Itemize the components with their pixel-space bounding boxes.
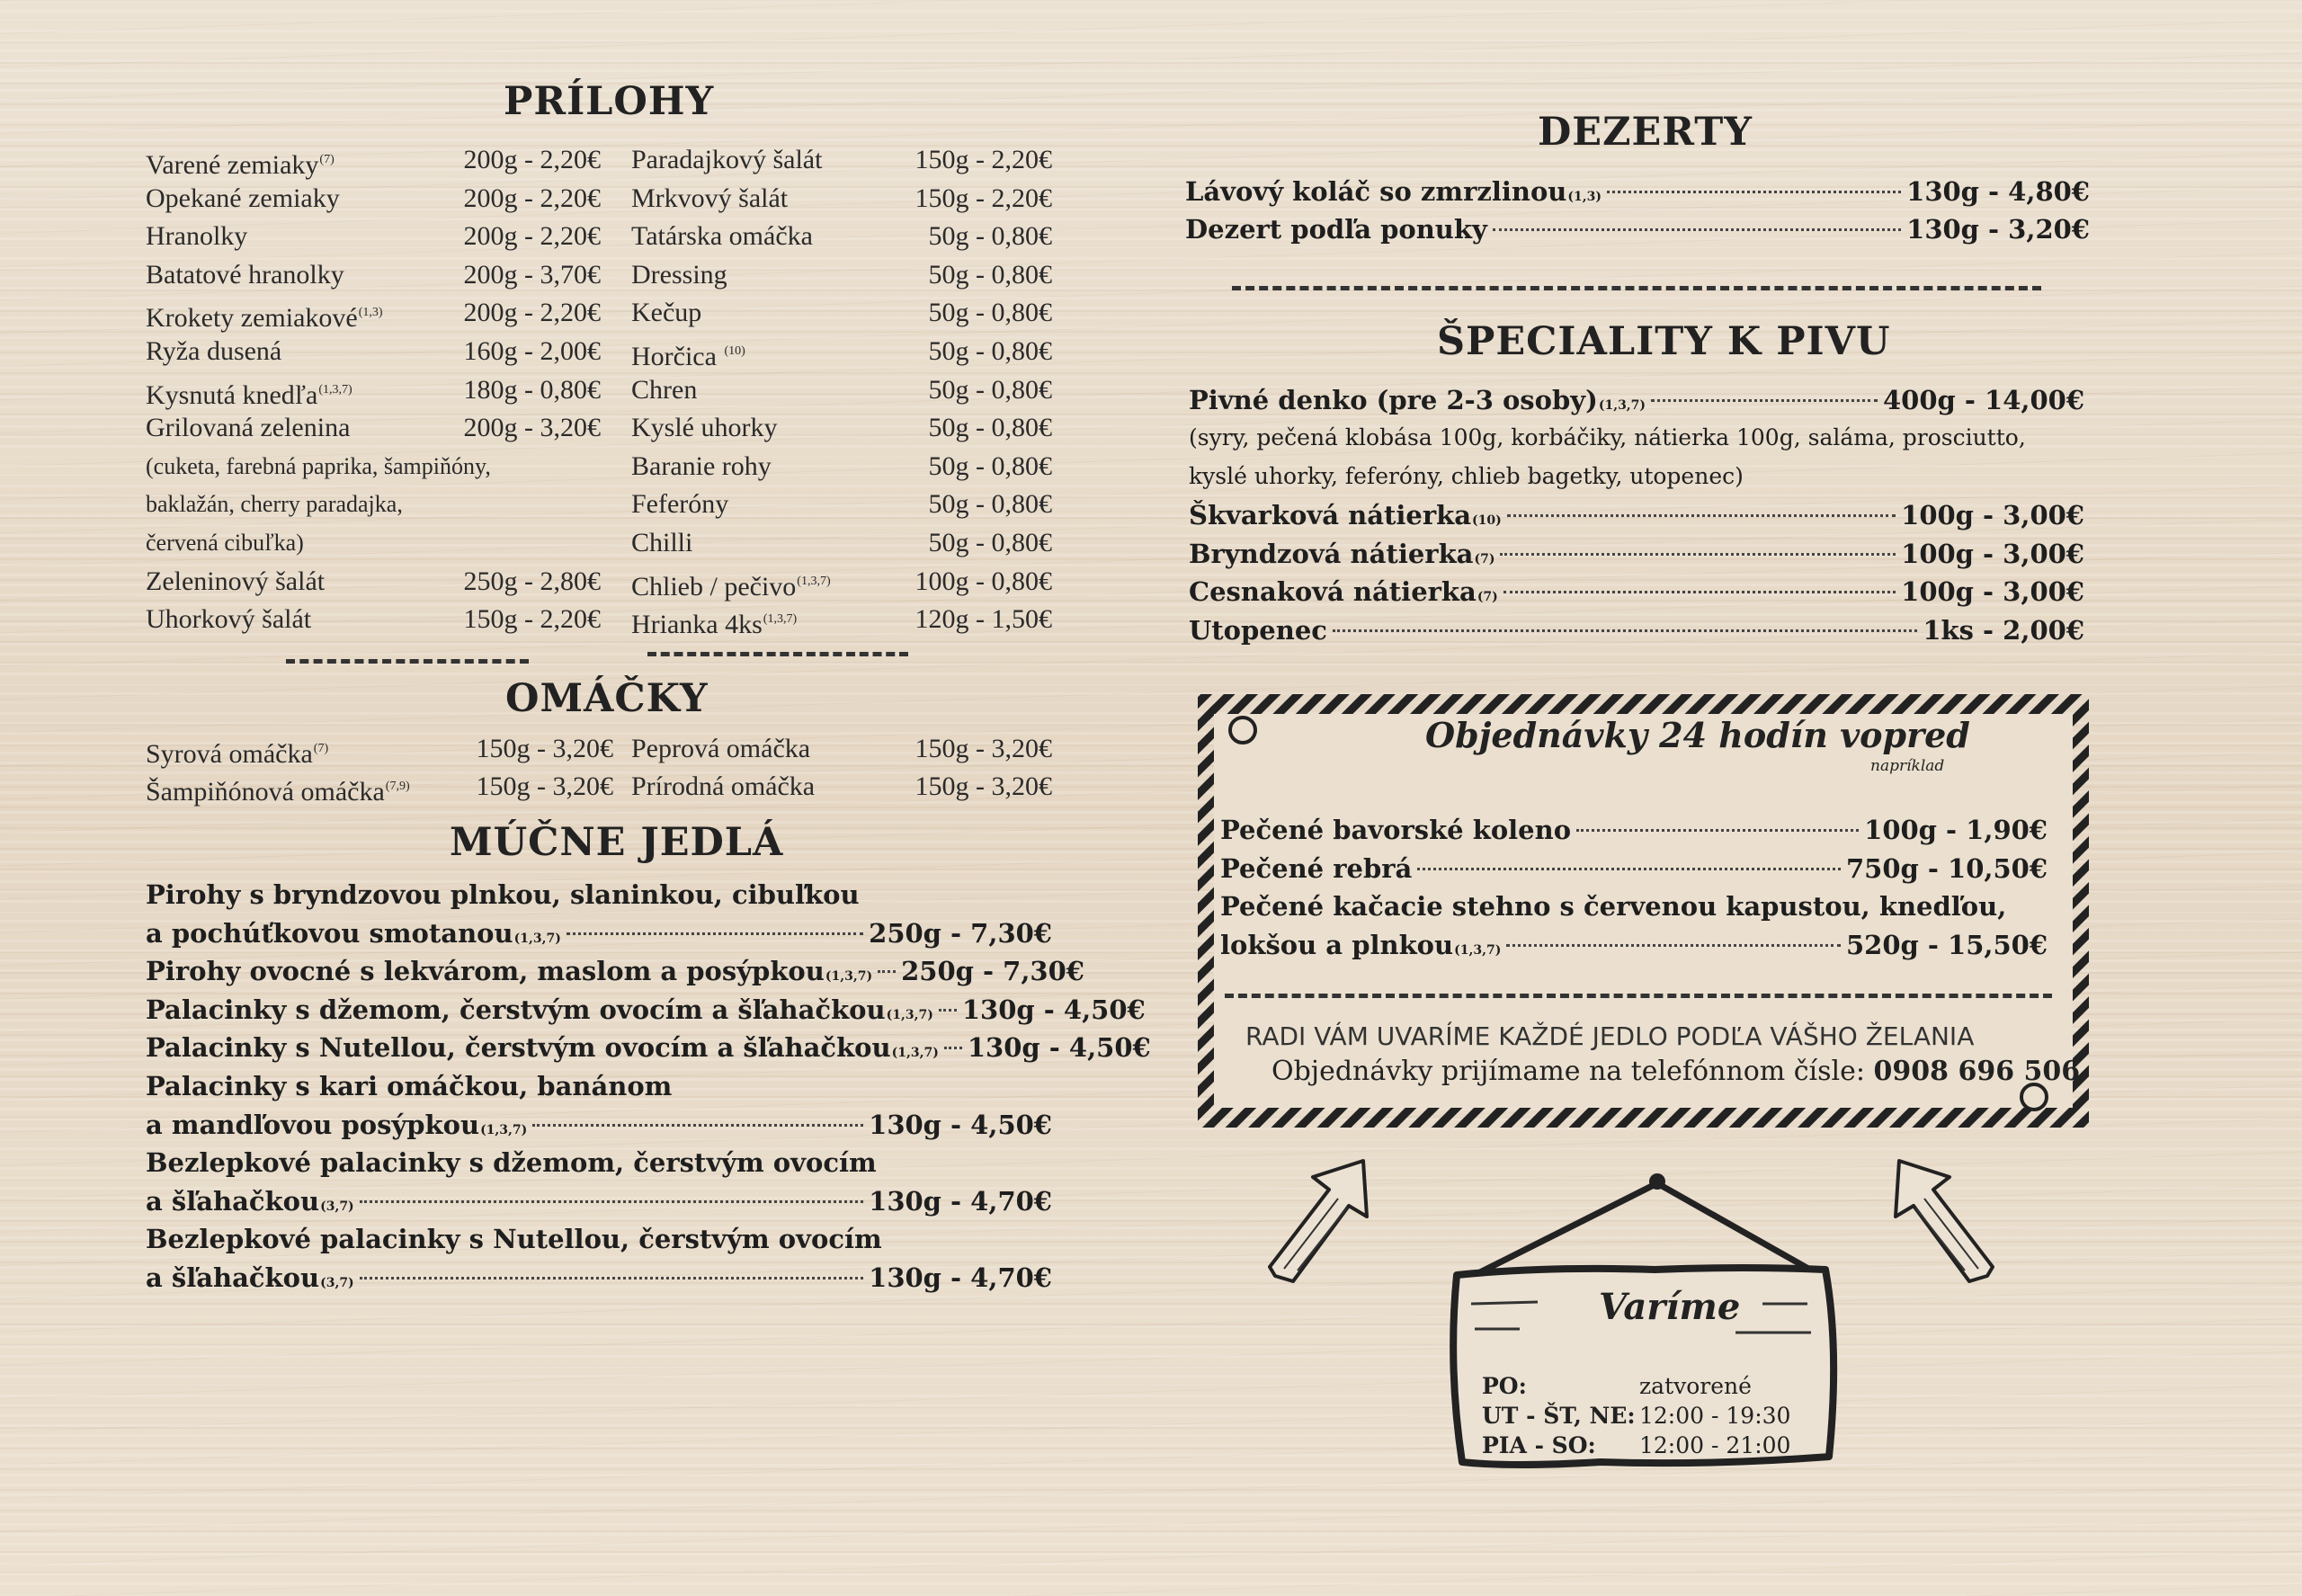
allergen-note: (10): [1472, 513, 1502, 528]
separator: [647, 652, 908, 656]
dot-leader: [1417, 868, 1841, 870]
item-label: Feferóny: [631, 489, 729, 520]
menu-item-price: 130g - 4,50€: [967, 1032, 1151, 1064]
menu-item-name: [146, 180, 340, 218]
menu-row: [1220, 811, 2048, 849]
menu-item-name: [631, 601, 797, 644]
denko-description: kyslé uhorky, feferóny, chlieb bagetky, utopenec): [1189, 463, 1744, 489]
item-label: Bezlepkové palacinky s Nutellou, čerstvým ovocím: [146, 1224, 882, 1255]
menu-item-price: 150g - 3,20€: [476, 771, 613, 801]
menu-item-name: [146, 730, 328, 773]
hours-day: UT - ŠT, NE:: [1482, 1403, 1636, 1429]
menu-item-price: 130g - 4,70€: [869, 1262, 1052, 1293]
menu-row: [146, 1182, 1052, 1220]
menu-row: [146, 991, 1146, 1029]
dot-leader: [1507, 514, 1896, 517]
item-label: Batatové hranolky: [146, 259, 344, 290]
allergen-note: (7,9): [385, 780, 410, 793]
menu-item-name: [146, 218, 247, 255]
menu-item-price: 130g - 3,20€: [1906, 214, 2090, 245]
prilohy-title: PRÍLOHY: [504, 79, 715, 124]
allergen-note: (1,3,7): [480, 1122, 528, 1137]
phone-number[interactable]: 0908 696 506: [1873, 1056, 2081, 1087]
allergen-note: (1,3,7): [1454, 942, 1502, 958]
allergen-note: (1,3,7): [1598, 398, 1646, 413]
allergen-note: (1,3): [1567, 190, 1602, 204]
dot-leader: [360, 1277, 863, 1279]
menu-item-price: 100g - 0,80€: [915, 566, 1052, 596]
item-label: lokšou a plnkou: [1220, 929, 1454, 960]
omacky-title: OMÁČKY: [505, 676, 709, 721]
denko-name: Pivné denko (pre 2-3 osoby): [1189, 385, 1598, 415]
hours-day: PIA - SO:: [1482, 1432, 1596, 1458]
allergen-note: (10): [724, 344, 745, 358]
item-label: Pečené rebrá: [1220, 852, 1413, 884]
menu-item-name: [146, 448, 491, 486]
allergen-note: (7): [1477, 590, 1498, 604]
menu-item-name: [146, 563, 325, 601]
item-label: Peprová omáčka: [631, 734, 811, 763]
dot-leader: [1493, 228, 1901, 231]
item-label: Opekané zemiaky: [146, 183, 340, 213]
menu-row: [1185, 173, 2090, 210]
menu-item-name: [631, 371, 697, 409]
menu-item-price: 150g - 3,20€: [915, 734, 1052, 763]
menu-item-price: 130g - 4,70€: [869, 1185, 1052, 1217]
mucne-title: MÚČNE JEDLÁ: [450, 820, 784, 865]
item-label: Prírodná omáčka: [631, 771, 816, 801]
order-box-subtitle: napríklad: [1870, 757, 1945, 775]
menu-item-price: 50g - 0,80€: [928, 298, 1052, 328]
item-label: Pirohy s bryndzovou plnkou, slaninkou, cibuľkou: [146, 879, 860, 910]
menu-item-price: 50g - 0,80€: [928, 413, 1052, 443]
hours-time: 12:00 - 21:00: [1639, 1432, 1791, 1458]
menu-item-name: [631, 409, 777, 447]
allergen-note: (1,3,7): [763, 612, 798, 627]
menu-item-name: [631, 294, 701, 332]
menu-row: [1185, 210, 2090, 248]
dot-leader: [1651, 399, 1878, 402]
item-label: Chren: [631, 374, 698, 405]
menu-item-price: 50g - 0,80€: [928, 221, 1052, 252]
item-label: Cesnaková nátierka: [1189, 576, 1477, 607]
allergen-note: (3,7): [320, 1276, 354, 1290]
dot-leader: [1500, 553, 1896, 556]
menu-row: [146, 1106, 1052, 1144]
allergen-note: (1,3,7): [513, 931, 561, 946]
menu-item-price: 130g - 4,50€: [961, 994, 1146, 1025]
menu-item-price: 200g - 2,20€: [463, 221, 601, 252]
menu-item-price: 1ks - 2,00€: [1923, 614, 2084, 646]
dezerty-title: DEZERTY: [1538, 110, 1753, 155]
menu-item-price: 150g - 3,20€: [915, 771, 1052, 801]
allergen-note: (3,7): [320, 1199, 354, 1214]
item-label: Pečené bavorské koleno: [1220, 815, 1572, 845]
menu-row: [1189, 535, 2084, 573]
menu-item-price: 130g - 4,50€: [869, 1109, 1052, 1140]
item-label: Zeleninový šalát: [146, 566, 326, 596]
item-label: Bryndzová nátierka: [1189, 538, 1474, 569]
item-label: Palacinky s kari omáčkou, banánom: [146, 1071, 673, 1101]
separator: [286, 659, 529, 664]
denko-description: (syry, pečená klobása 100g, korbáčiky, nátierka 100g, saláma, prosciutto,: [1189, 424, 2026, 450]
item-label: Grilovaná zelenina: [146, 413, 351, 443]
menu-row: [146, 1067, 672, 1105]
item-label: a šľahačkou: [146, 1262, 320, 1293]
menu-item-price: 200g - 3,20€: [463, 413, 601, 443]
speciality-title: ŠPECIALITY K PIVU: [1437, 319, 1891, 364]
menu-item-name: [631, 180, 788, 218]
item-label: Paradajkový šalát: [631, 145, 823, 174]
hours-day: PO:: [1482, 1373, 1527, 1399]
item-label: Dezert podľa ponuky: [1185, 214, 1487, 245]
item-label: Chlieb / pečivo: [631, 571, 797, 602]
menu-item-price: 180g - 0,80€: [463, 374, 601, 405]
dot-leader: [939, 1009, 957, 1012]
allergen-note: (1,3,7): [797, 574, 831, 588]
separator: [1225, 994, 2052, 998]
menu-item-price: 250g - 7,30€: [869, 917, 1052, 949]
menu-item-price: 250g - 7,30€: [901, 956, 1084, 987]
menu-item-name: [146, 601, 311, 638]
menu-row: [1189, 496, 2084, 534]
order-phone-prefix: Objednávky prijímame na telefónnom čísle:: [1271, 1056, 1874, 1087]
order-phone-line: [1271, 1056, 2080, 1087]
menu-row: [146, 952, 1084, 990]
menu-item-price: 50g - 0,80€: [928, 336, 1052, 366]
item-label: Uhorkový šalát: [146, 604, 312, 635]
item-label: Kyslé uhorky: [631, 413, 778, 443]
item-label: Ryža dusená: [146, 336, 282, 366]
menu-row: [146, 876, 860, 914]
menu-item-price: 200g - 2,20€: [463, 298, 601, 328]
menu-item-price: 100g - 3,00€: [1901, 576, 2084, 607]
dot-leader: [567, 932, 863, 935]
menu-item-price: 150g - 3,20€: [476, 734, 613, 763]
dot-leader: [1576, 829, 1859, 832]
menu-item-price: 150g - 2,20€: [915, 145, 1052, 174]
dot-leader: [878, 970, 896, 973]
dot-leader: [1503, 591, 1896, 593]
menu-item-name: [631, 768, 815, 806]
item-label: Bezlepkové palacinky s džemom, čerstvým ovocím: [146, 1147, 877, 1179]
item-label: Kečup: [631, 298, 702, 328]
denko-row: [1189, 381, 2084, 419]
menu-row: [146, 1220, 882, 1258]
item-label: a šľahačkou: [146, 1185, 320, 1217]
menu-item-name: [146, 371, 352, 415]
item-label: Pečené kačacie stehno s červenou kapustou, knedľou,: [1220, 891, 2007, 922]
hours-time: 12:00 - 19:30: [1639, 1403, 1791, 1429]
menu-row: [1220, 926, 2048, 964]
order-box-title: Objednávky 24 hodín vopred: [1425, 715, 1970, 755]
menu-item-name: [631, 730, 810, 768]
item-label: Lávový koláč so zmrzlinou: [1185, 176, 1567, 207]
menu-item-price: 50g - 0,80€: [928, 450, 1052, 481]
allergen-note: (7): [1474, 551, 1495, 566]
item-label: baklažán, cherry paradajka,: [146, 491, 403, 518]
dot-leader: [1333, 629, 1917, 632]
item-label: a mandľovou posýpkou: [146, 1109, 480, 1140]
menu-item-name: [146, 486, 403, 523]
item-label: Palacinky s Nutellou, čerstvým ovocím a šľahačkou: [146, 1032, 891, 1064]
item-label: Hrianka 4ks: [631, 610, 763, 640]
item-label: Utopenec: [1189, 614, 1327, 646]
item-label: (cuketa, farebná paprika, šampiňóny,: [146, 452, 491, 479]
item-label: Pirohy ovocné s lekvárom, maslom a posýpkou: [146, 956, 825, 987]
menu-item-price: 100g - 3,00€: [1901, 538, 2084, 569]
menu-item-price: 100g - 1,90€: [1864, 815, 2048, 845]
item-label: Krokety zemiakové: [146, 303, 358, 334]
item-label: Škvarková nátierka: [1189, 500, 1472, 531]
menu-row: [1220, 850, 2048, 887]
menu-item-name: [631, 141, 822, 179]
item-label: Tatárska omáčka: [631, 221, 813, 252]
item-label: Palacinky s džemom, čerstvým ovocím a šľahačkou: [146, 994, 886, 1025]
item-label: Syrová omáčka: [146, 739, 313, 769]
dot-leader: [1506, 944, 1841, 947]
menu-item-price: 50g - 0,80€: [928, 259, 1052, 290]
menu-item-name: [146, 294, 383, 337]
item-label: Baranie rohy: [631, 450, 772, 481]
item-label: Hranolky: [146, 221, 248, 252]
menu-item-name: [631, 256, 727, 294]
dot-leader: [360, 1200, 863, 1203]
menu-item-name: [631, 333, 745, 376]
menu-item-price: 50g - 0,80€: [928, 528, 1052, 557]
item-label: Mrkvový šalát: [631, 183, 789, 213]
menu-item-name: [631, 524, 692, 562]
sign-title: Varíme: [1599, 1286, 1741, 1328]
menu-item-price: 50g - 0,80€: [928, 489, 1052, 520]
menu-item-price: 150g - 2,20€: [915, 183, 1052, 213]
allergen-note: (1,3,7): [886, 1007, 933, 1022]
menu-row: [1189, 573, 2084, 611]
item-label: Chilli: [631, 528, 693, 557]
menu-item-name: [146, 333, 281, 370]
allergen-note: (7): [313, 742, 329, 755]
menu-item-price: 250g - 2,80€: [463, 566, 601, 596]
item-label: Kysnutá knedľa: [146, 379, 318, 410]
menu-item-price: 750g - 10,50€: [1845, 852, 2048, 884]
menu-item-name: [146, 409, 350, 447]
menu-item-name: [146, 256, 344, 294]
item-label: Varené zemiaky: [146, 150, 319, 180]
hours-time: zatvorené: [1639, 1373, 1752, 1399]
menu-item-name: [146, 141, 335, 184]
item-label: Šampiňónová omáčka: [146, 777, 385, 807]
menu-item-price: 200g - 2,20€: [463, 145, 601, 174]
allergen-note: (1,3,7): [825, 969, 873, 985]
menu-item-price: 120g - 1,50€: [915, 604, 1052, 635]
menu-row: [146, 1029, 1151, 1066]
allergen-note: (1,3): [358, 306, 383, 320]
denko-price: 400g - 14,00€: [1882, 385, 2084, 415]
menu-item-name: [631, 486, 728, 523]
menu-item-price: 520g - 15,50€: [1845, 929, 2048, 960]
item-label: červená cibuľka): [146, 530, 304, 556]
menu-item-price: 50g - 0,80€: [928, 374, 1052, 405]
item-label: Horčica: [631, 342, 724, 371]
allergen-note: (7): [319, 153, 335, 166]
allergen-note: (1,3,7): [318, 382, 352, 397]
separator: [1232, 286, 2041, 290]
menu-item-price: 200g - 2,20€: [463, 183, 601, 213]
dot-leader: [1607, 191, 1901, 193]
menu-row: [146, 1259, 1052, 1297]
item-label: Dressing: [631, 259, 727, 290]
menu-item-price: 160g - 2,00€: [463, 336, 601, 366]
menu-item-name: [631, 563, 831, 606]
menu-item-price: 130g - 4,80€: [1906, 176, 2090, 207]
menu-item-name: [631, 448, 772, 486]
menu-row: [1220, 887, 2006, 925]
menu-item-name: [146, 768, 410, 811]
menu-item-name: [631, 218, 813, 255]
menu-item-price: 200g - 3,70€: [463, 259, 601, 290]
menu-item-name: [146, 524, 304, 562]
menu-row: [1189, 611, 2084, 649]
item-label: a pochúťkovou smotanou: [146, 917, 513, 949]
menu-row: [146, 1144, 877, 1181]
arrow-left-icon: [1257, 1154, 1392, 1288]
arrow-right-icon: [1870, 1154, 2005, 1288]
dot-leader: [944, 1047, 962, 1049]
menu-item-price: 100g - 3,00€: [1901, 500, 2084, 531]
menu-item-price: 150g - 2,20€: [463, 604, 601, 635]
menu-row: [146, 914, 1052, 952]
dot-leader: [532, 1124, 863, 1127]
order-footer: RADI VÁM UVARÍME KAŽDÉ JEDLO PODĽA VÁŠHO ŽELANIA: [1245, 1021, 1975, 1051]
allergen-note: (1,3,7): [891, 1046, 939, 1061]
